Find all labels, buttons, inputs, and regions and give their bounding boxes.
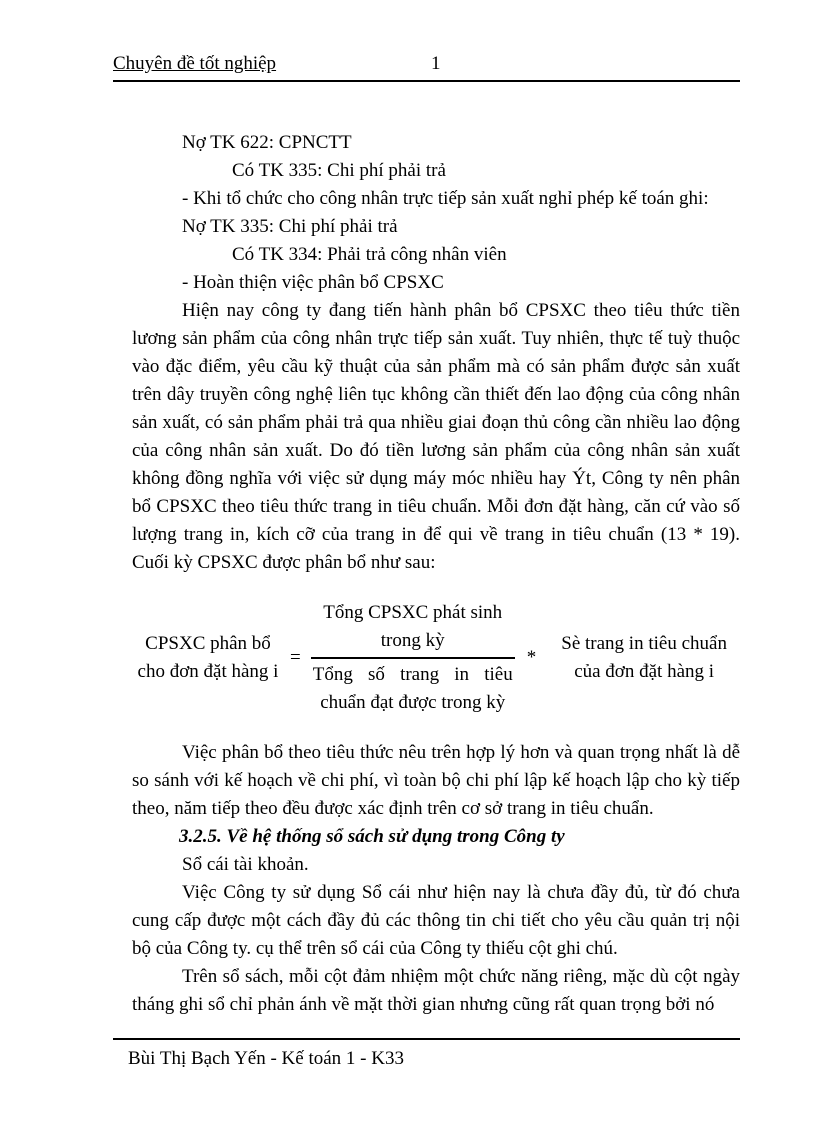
formula-left-line1: CPSXC phân bổ <box>145 633 271 654</box>
header-title: Chuyên đề tốt nghiệp <box>113 53 277 74</box>
journal-entry-line: - Hoàn thiện việc phân bổ CPSXC <box>182 272 444 293</box>
body-paragraph: Trên sổ sách, mỗi cột đảm nhiệm một chức năng riêng, mặc dù cột ngày tháng ghi sổ chỉ phản ánh về mặt thời gian nhưng cũng rất quan trọng bởi nó <box>132 966 740 1015</box>
journal-entry-line: Nợ TK 335: Chi phí phải trả <box>182 216 398 237</box>
formula-right-operand <box>548 630 740 686</box>
numerator-line1: Tổng CPSXC phát sinh <box>323 602 503 623</box>
ledger-note-line: Sổ cái tài khoản. <box>182 854 309 875</box>
body-paragraph: Việc phân bổ theo tiêu thức nêu trên hợp lý hơn và quan trọng nhất là dễ so sánh với kế hoạch về chi phí, vì toàn bộ chi phí lập kế hoạch lập cho kỳ tiếp theo, năm tiếp theo đều được xác định trên cơ sở trang in tiêu chuẩn. <box>132 742 740 819</box>
fraction-numerator <box>311 599 515 657</box>
page-header <box>113 50 740 82</box>
body-paragraph: Hiện nay công ty đang tiến hành phân bổ CPSXC theo tiêu thức tiền lương sản phẩm của công nhân trực tiếp sản xuất. Tuy nhiên, thực tế tuỳ thuộc vào đặc điểm, yêu cầu kỹ thuật của sản phẩm mà có sản phẩm được sản xuất trên dây truyền công nghệ liên tục không cần thiết đến lao động của công nhân sản xuất, có sản phẩm phải trả qua nhiều giai đoạn thủ công cần nhiều lao động của công nhân sản xuất. Do đó tiền lương sản phẩm của công nhân sản xuất không đồng nghĩa với việc sử dụng máy móc nhiều hay Ýt, Công ty nên phân bổ CPSXC theo tiêu thức trang in tiêu chuẩn. Mỗi đơn đặt hàng, căn cứ vào số lượng trang in, kích cỡ của trang in để qui về trang in tiêu chuẩn (13 * 19). Cuối kỳ CPSXC được phân bổ như sau: <box>132 300 740 573</box>
journal-entry-line: Có TK 334: Phải trả công nhân viên <box>232 244 507 265</box>
denominator-line1: Tổng số trang in tiêu <box>312 664 513 685</box>
formula-right-line2: của đơn đặt hàng i <box>574 661 715 682</box>
formula-left-line2: cho đơn đặt hàng i <box>137 661 279 682</box>
body-paragraph: Việc Công ty sử dụng Sổ cái như hiện nay là chưa đầy đủ, từ đó chưa cung cấp được một cách đầy đủ các thông tin chi tiết cho yêu cầu quản trị nội bộ của Công ty. cụ thể trên sổ cái của Công ty thiếu cột ghi chú. <box>132 882 740 959</box>
numerator-line2: trong kỳ <box>380 630 445 651</box>
journal-entry-line: - Khi tổ chức cho công nhân trực tiếp sản xuất nghỉ phép kế toán ghi: <box>182 188 709 209</box>
formula-right-line1: Sè trang in tiêu chuẩn <box>561 633 727 654</box>
multiply-sign: * <box>526 647 537 668</box>
footer-author: Bùi Thị Bạch Yến - Kế toán 1 - K33 <box>128 1048 404 1069</box>
fraction-denominator <box>311 659 515 717</box>
allocation-formula <box>132 599 740 717</box>
document-body <box>132 129 740 1019</box>
section-heading: 3.2.5. Về hệ thống sổ sách sử dụng trong Công ty <box>179 826 565 847</box>
formula-fraction <box>311 599 515 717</box>
equals-sign: = <box>290 647 301 668</box>
journal-entry-line: Nợ TK 622: CPNCTT <box>182 132 352 153</box>
journal-entry-line: Có TK 335: Chi phí phải trả <box>232 160 446 181</box>
denominator-line2: chuẩn đạt được trong kỳ <box>320 692 506 713</box>
header-page-number: 1 <box>431 53 441 74</box>
formula-left-operand <box>132 630 284 686</box>
page-footer <box>113 1038 740 1073</box>
